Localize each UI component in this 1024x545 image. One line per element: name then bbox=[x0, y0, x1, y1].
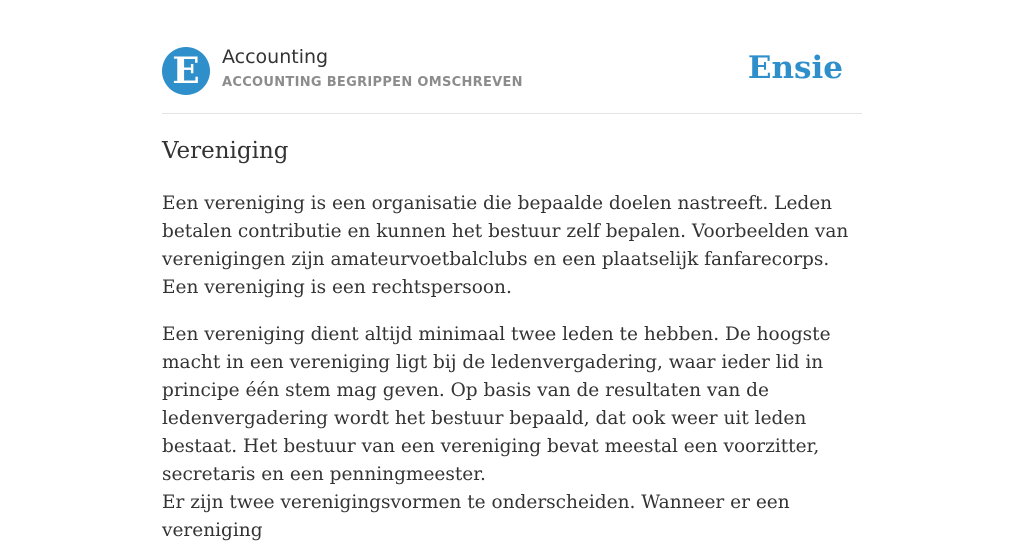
site-title[interactable]: Accounting bbox=[222, 46, 329, 68]
site-subtitle: ACCOUNTING BEGRIPPEN OMSCHREVEN bbox=[222, 75, 523, 90]
site-logo[interactable]: E bbox=[162, 47, 210, 95]
article-title: Vereniging bbox=[162, 138, 289, 164]
article-paragraph: Er zijn twee verenigingsvormen te onderscheiden. Wanneer er een vereniging bbox=[162, 492, 790, 541]
brand-logo[interactable]: Ensie bbox=[747, 50, 843, 86]
site-header bbox=[162, 0, 862, 114]
page bbox=[162, 0, 862, 541]
article-paragraph: Een vereniging dient altijd minimaal twee leden te hebben. De hoogste macht in een vereniging ligt bij de ledenvergadering, waar ieder lid in principe één stem mag geven. Op basis van de resultaten van de ledenvergadering wordt het bestuur bepaald, dat ook weer uit leden bestaat. Het bestuur van een vereniging bevat meestal een voorzitter, secretaris en een penningmeester. bbox=[162, 324, 831, 485]
article-paragraph: Een vereniging is een organisatie die bepaalde doelen nastreeft. Leden betalen contributie en kunnen het bestuur zelf bepalen. Voorbeelden van verenigingen zijn amateurvoetbalclubs en een plaatselijk fanfarecorps. Een vereniging is een rechtspersoon. bbox=[162, 193, 849, 298]
